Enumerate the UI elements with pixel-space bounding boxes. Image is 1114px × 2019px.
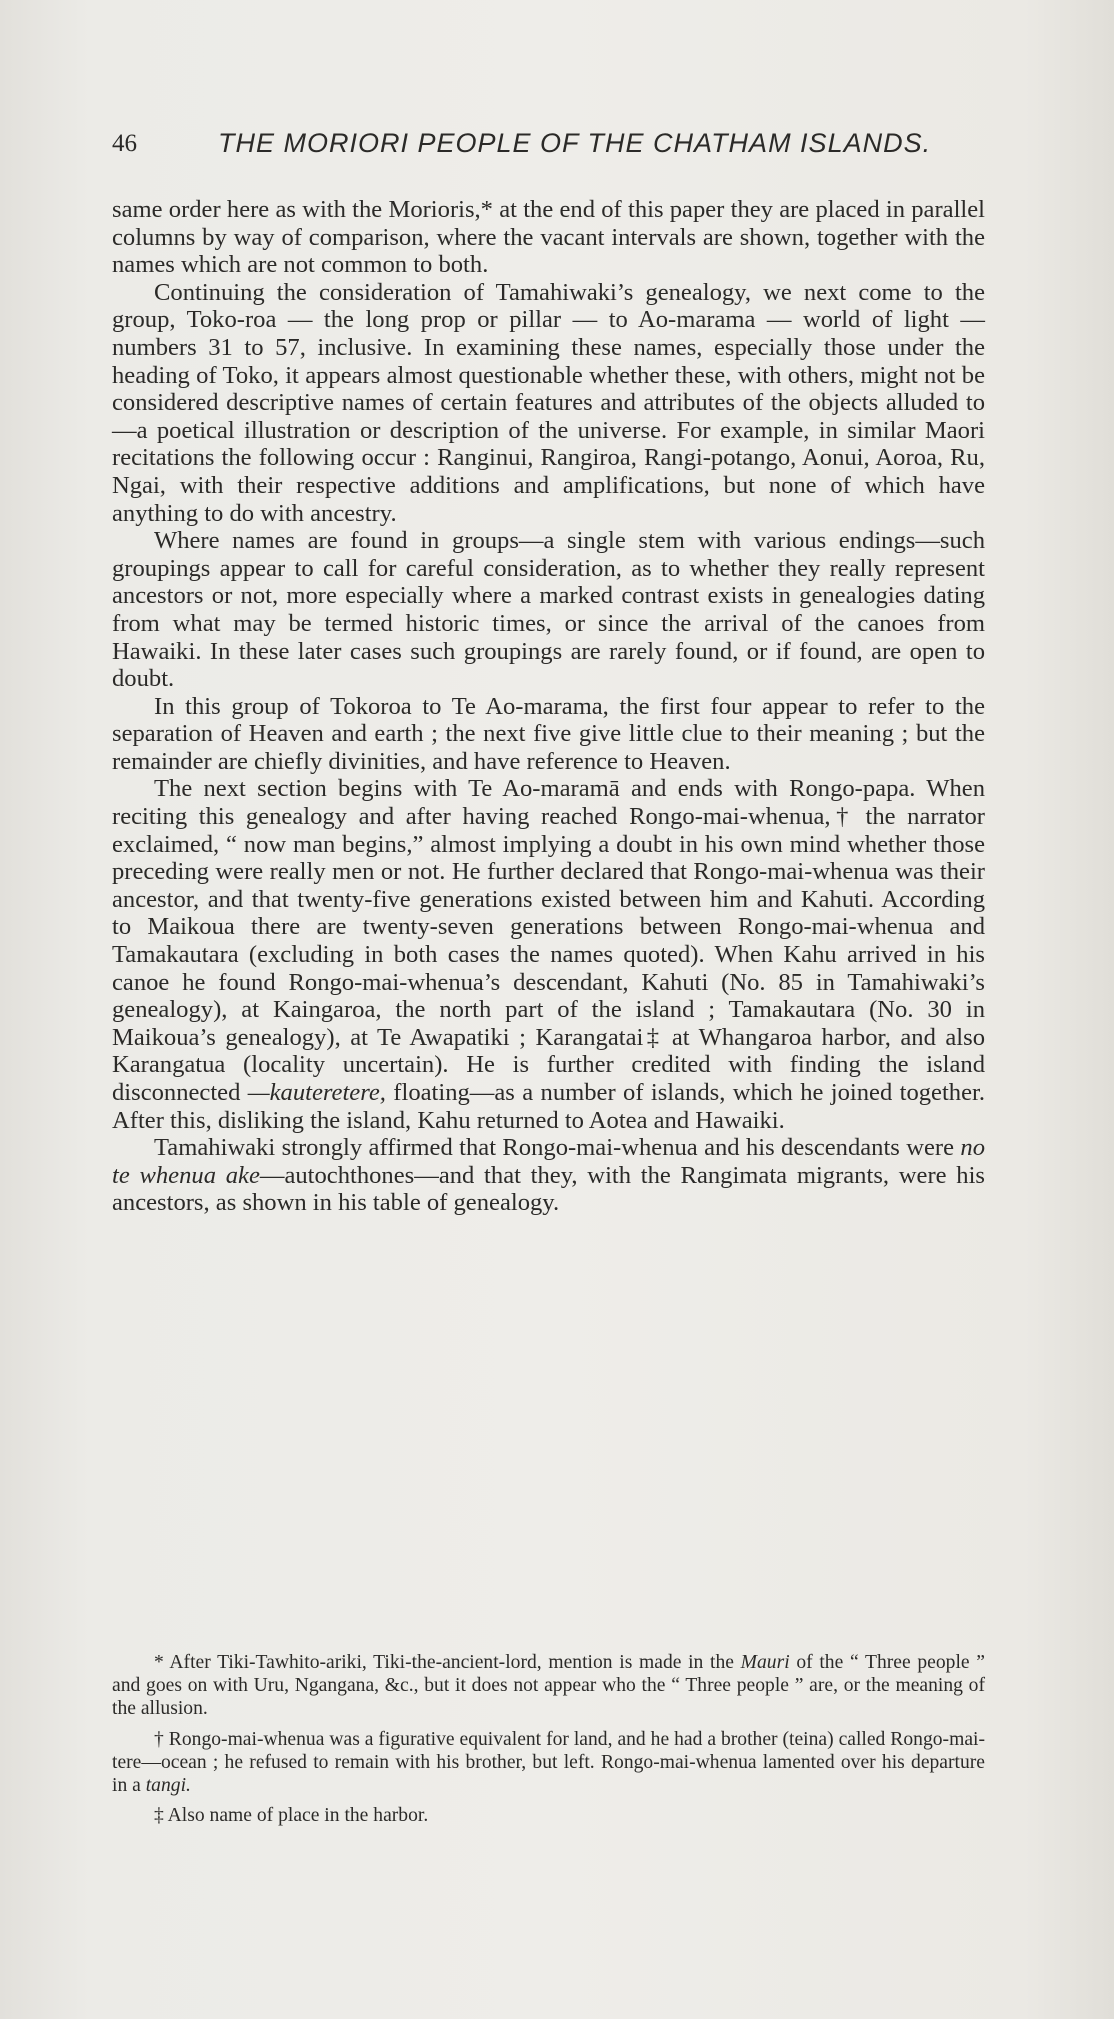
footnote-text-before: * After Tiki-Tawhito-ariki, Tiki-the-ancient-lord, mention is made in the [154,1652,741,1673]
footnote-text-after: of the “ Three people ” and goes on with Uru, Ngangana, &c., but it does not appear who the “ Three people ” are, or the meaning of the allusion. [112,1652,985,1720]
footnote-text-before: † Rongo-mai-whenua was a figurative equivalent for land, and he had a brother (teina) called Rongo-mai-tere—ocean ; he refused to remain with his brother, but left. Rongo-mai-whenua lamented over his departure in a [112,1728,985,1797]
paragraph [112,693,985,776]
footnote [112,1651,985,1721]
paragraph-text-before: Tamahiwaki strongly affirmed that Rongo-mai-whenua and his descendants were [154,1134,961,1162]
paragraph-text: Where names are found in groups—a single stem with various endings—such groupings appear to call for careful consideration, as to whether they really represent ancestors or not, more especially where a marked contrast exists in genealogies dating from what may be termed historic times, or since the arrival of the canoes from Hawaiki. In these later cases such groupings are rarely found, or if found, are open to doubt. [112,527,985,693]
page-header [112,126,997,166]
paragraph [112,775,985,1134]
paragraph [112,527,985,693]
page-number: 46 [112,130,137,157]
italic-term: no te whenua ake [112,1134,985,1189]
paragraph-text: In this group of Tokoroa to Te Ao-marama, the first four appear to refer to the separation of Heaven and earth ; the next five give little clue to their meaning ; but the remainder are chiefly divinities, and have reference to Heaven. [112,692,985,775]
running-title: THE MORIORI PEOPLE OF THE CHATHAM ISLANDS. [218,128,932,158]
paragraph [112,279,985,527]
italic-term: tangi. [145,1775,191,1797]
footnote [112,1728,985,1798]
paragraph-text: Continuing the consideration of Tamahiwaki’s genealogy, we next come to the group, Toko-roa — the long prop or pillar — to Ao-marama — world of light — numbers 31 to 57, inclusive. In examining these names, especially those under the heading of Toko, it appears almost questionable whether these, with others, might not be considered descriptive names of certain features and attributes of the objects alluded to—a poetical illustration or description of the universe. For example, in similar Maori recitations the following occur : Ranginui, Rangiroa, Rangi-potango, Aonui, Aoroa, Ru, Ngai, with their respective additions and amplifications, but none of which have anything to do with ancestry. [112,278,985,527]
italic-term: Mauri [740,1652,790,1673]
body-text [112,196,985,1217]
paragraph-text: The next section begins with Te Ao-maramā and ends with Rongo-papa. When reciting this genealogy and after having reached Rongo-mai-whenua,† the narrator exclaimed, “ now man begins,” almost implying a doubt in his own mind whether those preceding were really men or not. He further declared that Rongo-mai-whenua was their ancestor, and that twenty-five generations existed between him and Kahuti. According to Maikoua there are twenty-seven generations between Rongo-mai-whenua and Tamakautara (excluding in both cases the names quoted). When Kahu arrived in his canoe he found Rongo-mai-whenua’s descendant, Kahuti (No. 85 in Tamahiwaki’s genealogy), at Kaingaroa, the north part of the island ; Tamakautara (No. 30 in Maikoua’s genealogy), at Te Awapatiki ; Karangatai‡ at Whangaroa harbor, and also Karangatua (locality uncertain). He is further credited with finding the island disconnected [112,775,985,1106]
paragraph [112,1134,985,1217]
footnote-text: ‡ Also name of place in the harbor. [154,1805,429,1827]
footnotes [112,1651,985,1834]
paragraph-text-after: floating—as a number of islands, which he joined together. After this, disliking the island, Kahu returned to Aotea and Hawaiki. [112,1079,985,1134]
italic-term: —kauteretere, [247,1079,386,1106]
paragraph-text-after: —autochthones—and that they, with the Rangimata migrants, were his ancestors, as shown in his table of genealogy. [112,1161,985,1217]
paragraph-text: same order here as with the Morioris,* at the end of this paper they are placed in parallel columns by way of comparison, where the vacant intervals are shown, together with the names which are not common to both. [112,196,985,279]
footnote [112,1804,985,1827]
paragraph [112,196,985,279]
